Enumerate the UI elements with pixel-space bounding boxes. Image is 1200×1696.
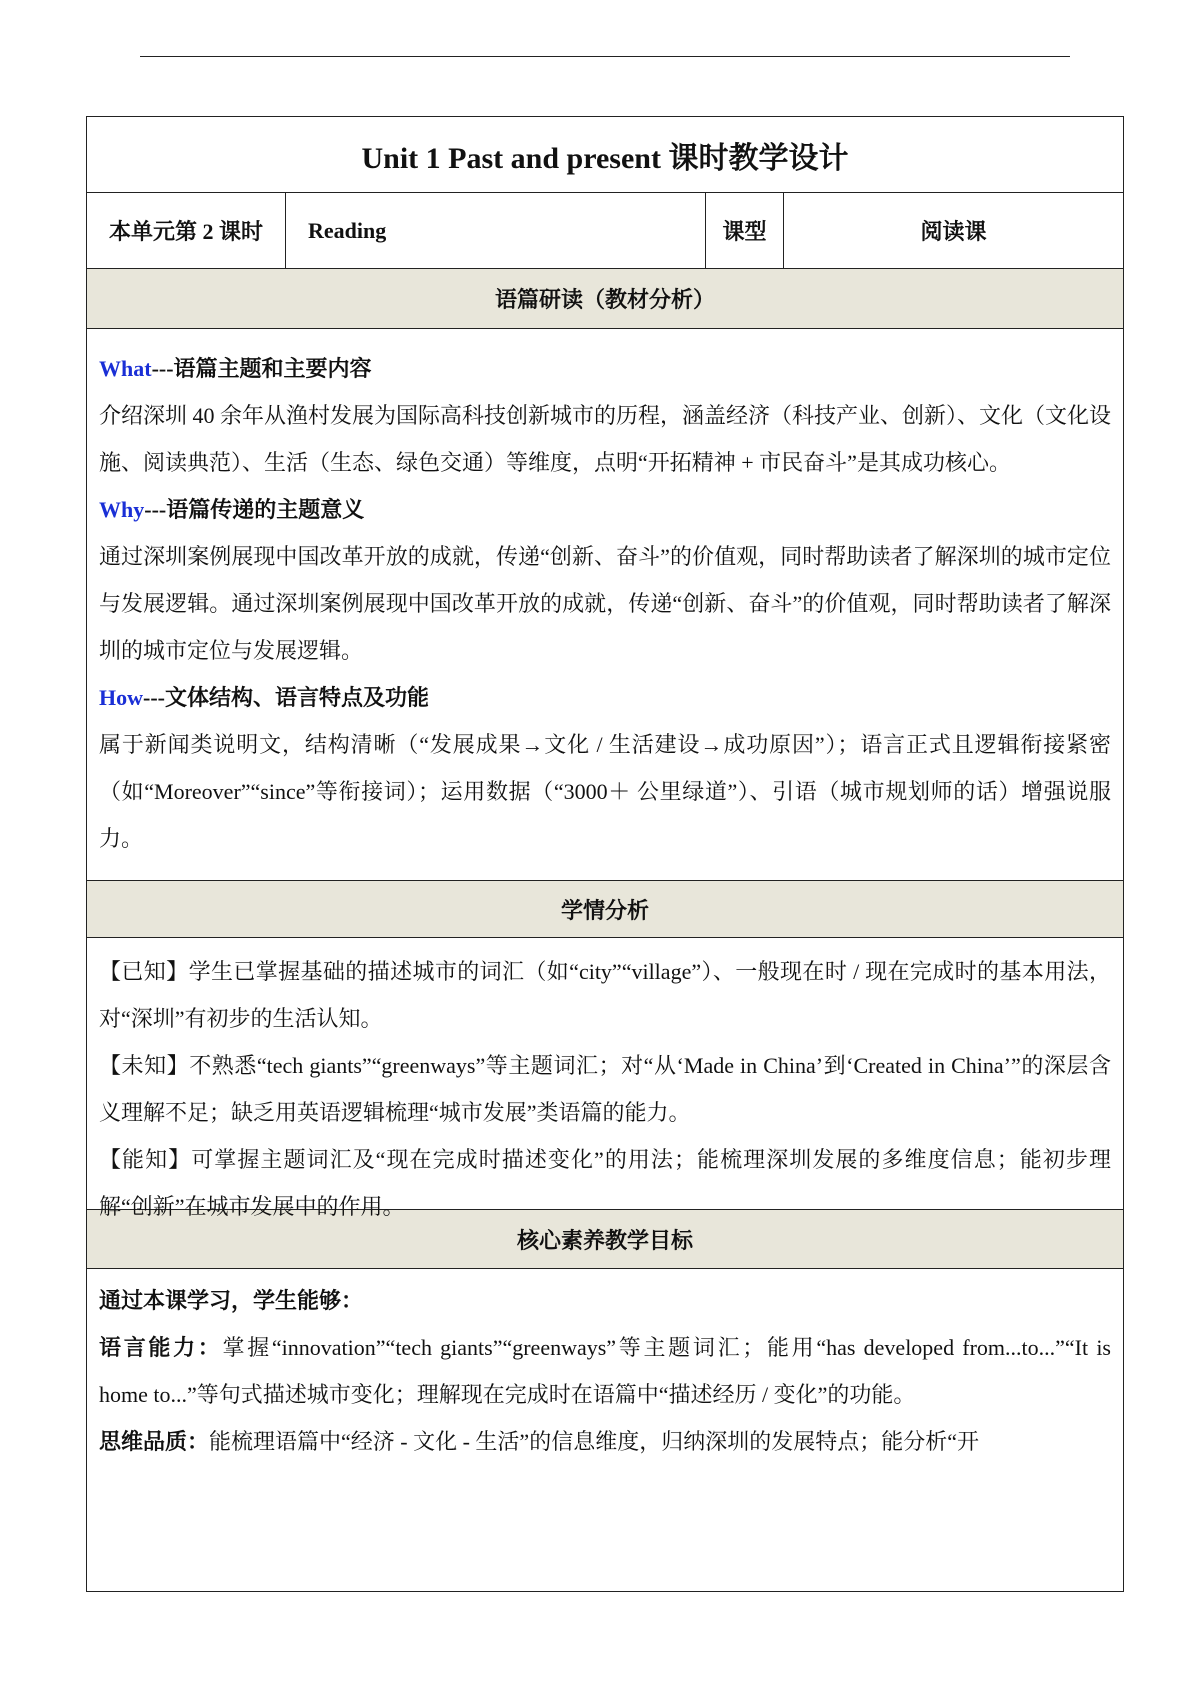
language-ability-paragraph: 语言能力：掌握“innovation”“tech giants”“greenways”等主题词汇；能用“has developed from...to...”“It is home to...”等句式描述城市变化；理解现在完成时在语篇中“描述经历 / 变化”的功能。	[99, 1335, 1111, 1407]
section-body-objectives	[87, 1269, 1123, 1569]
lesson-label: 本单元第 2 课时	[87, 193, 286, 268]
meta-row	[87, 193, 1123, 269]
lesson-value: Reading	[286, 193, 706, 268]
why-heading: Why---语篇传递的主题意义	[99, 497, 365, 522]
section-heading-text-analysis: 语篇研读（教材分析）	[87, 269, 1123, 329]
what-text: 介绍深圳 40 余年从渔村发展为国际高科技创新城市的历程，涵盖经济（科技产业、创新）、文化（文化设施、阅读典范）、生活（生态、绿色交通）等维度，点明“开拓精神 + 市民奋斗”是其成功核心。	[99, 403, 1112, 475]
header-rule	[140, 56, 1070, 57]
lesson-plan-table	[86, 116, 1124, 1592]
thinking-quality-paragraph: 思维品质：能梳理语篇中“经济 - 文化 - 生活”的信息维度，归纳深圳的发展特点；能分析“开	[99, 1429, 979, 1454]
how-text: 属于新闻类说明文，结构清晰（“发展成果→文化 / 生活建设→成功原因”）；语言正式且逻辑衔接紧密（如“Moreover”“since”等衔接词）；运用数据（“3000＋ 公里绿道”）、引语（城市规划师的话）增强说服力。	[99, 732, 1111, 851]
type-label: 课型	[706, 193, 784, 268]
known-paragraph: 【已知】学生已掌握基础的描述城市的词汇（如“city”“village”）、一般现在时 / 现在完成时的基本用法，对“深圳”有初步的生活认知。	[99, 959, 1111, 1031]
able-paragraph: 【能知】可掌握主题词汇及“现在完成时描述变化”的用法；能梳理深圳发展的多维度信息；能初步理解“创新”在城市发展中的作用。	[99, 1147, 1111, 1219]
section-body-text-analysis	[87, 329, 1123, 881]
what-heading: What---语篇主题和主要内容	[99, 356, 372, 381]
section-heading-student-analysis: 学情分析	[87, 881, 1123, 938]
type-value: 阅读课	[920, 219, 987, 244]
section-heading-objectives: 核心素养教学目标	[87, 1210, 1123, 1269]
document-title: Unit 1 Past and present 课时教学设计	[87, 117, 1123, 193]
section-body-student-analysis	[87, 938, 1123, 1219]
why-text: 通过深圳案例展现中国改革开放的成就，传递“创新、奋斗”的价值观，同时帮助读者了解深圳的城市定位与发展逻辑。通过深圳案例展现中国改革开放的成就，传递“创新、奋斗”的价值观，同时帮助读者了解深圳的城市定位与发展逻辑。	[99, 544, 1111, 663]
unknown-paragraph: 【未知】不熟悉“tech giants”“greenways”等主题词汇；对“从‘Made in China’到‘Created in China’”的深层含义理解不足；缺乏用英语逻辑梳理“城市发展”类语篇的能力。	[99, 1053, 1111, 1125]
how-heading: How---文体结构、语言特点及功能	[99, 685, 429, 710]
objectives-intro: 通过本课学习，学生能够：	[99, 1288, 364, 1313]
